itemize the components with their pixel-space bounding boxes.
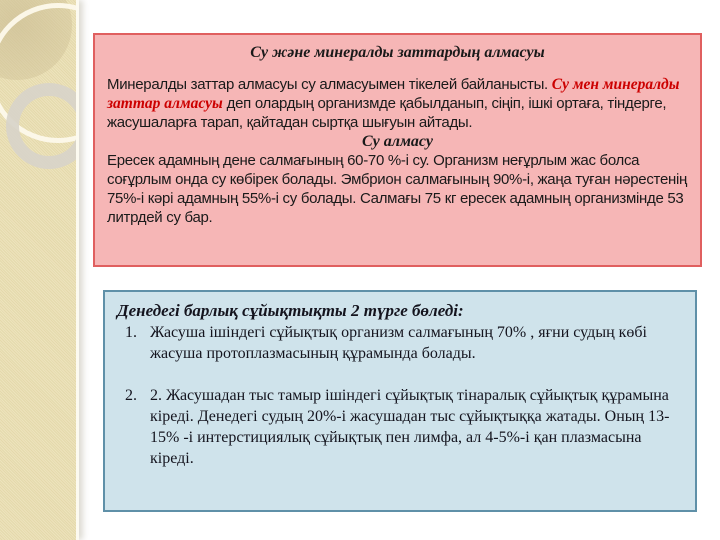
blue-box-title: Денедегі барлық сұйықтықты 2 түрге бөледі: [117,301,464,320]
list-item [117,385,685,469]
list-item-text: Жасуша ішіндегі сұйықтық организм салмағының 70% , яғни судың көбі жасуша протоплазмасының құрамында болады. [150,324,647,362]
list-item-number: 1. [125,324,137,341]
list-item [117,322,685,364]
slide-sidebar-decoration [0,0,79,540]
paragraph-1-normal-end: деп олардың организмде қабылданып, сіңіп, ішкі ортаға, тіндерге, жасушаларға тарап, қайтадан сыртқа шығуын айтады. [107,95,667,131]
paragraph-1-red-accent: Су мен минералды заттар алмасуы [107,76,680,112]
paragraph-1-normal-start: Минералды заттар алмасуы су алмасуымен тікелей байланысты. [107,76,552,93]
list-item-text: 2. Жасушадан тыс тамыр ішіндегі сұйықтық тінаралық сұйықтық құрамына кіреді. Денедегі судың 20%-і жасушадан тыс сұйықтыққа жатады. Оның 13-15% -і интерстициялық сұйықтық пен лимфа, ал 4-5%-і қан плазмасына кіреді. [150,387,670,467]
pink-box-paragraph-2: Ересек адамның дене салмағының 60-70 %-і су. Организм неғұрлым жас болса соғұрлым онда су көбірек болады. Эмбрион салмағының 90%-і, жаңа туған нәрестенің 75%-і кәрі адамның 55%-і су болады. Салмағы 75 кг ересек адамның организмінде 53 литрдей су бар. [107,152,687,226]
sidebar-ring-decoration [6,83,79,169]
water-mineral-metabolism-textbox [93,33,702,267]
list-item-number: 2. [125,387,137,404]
pink-box-paragraph-1 [107,75,688,132]
body-fluids-list [117,322,685,469]
body-fluids-textbox [103,290,697,512]
pink-box-subtitle: Су алмасу [361,133,434,150]
pink-box-title: Су және минералды заттардың алмасуы [250,44,545,61]
